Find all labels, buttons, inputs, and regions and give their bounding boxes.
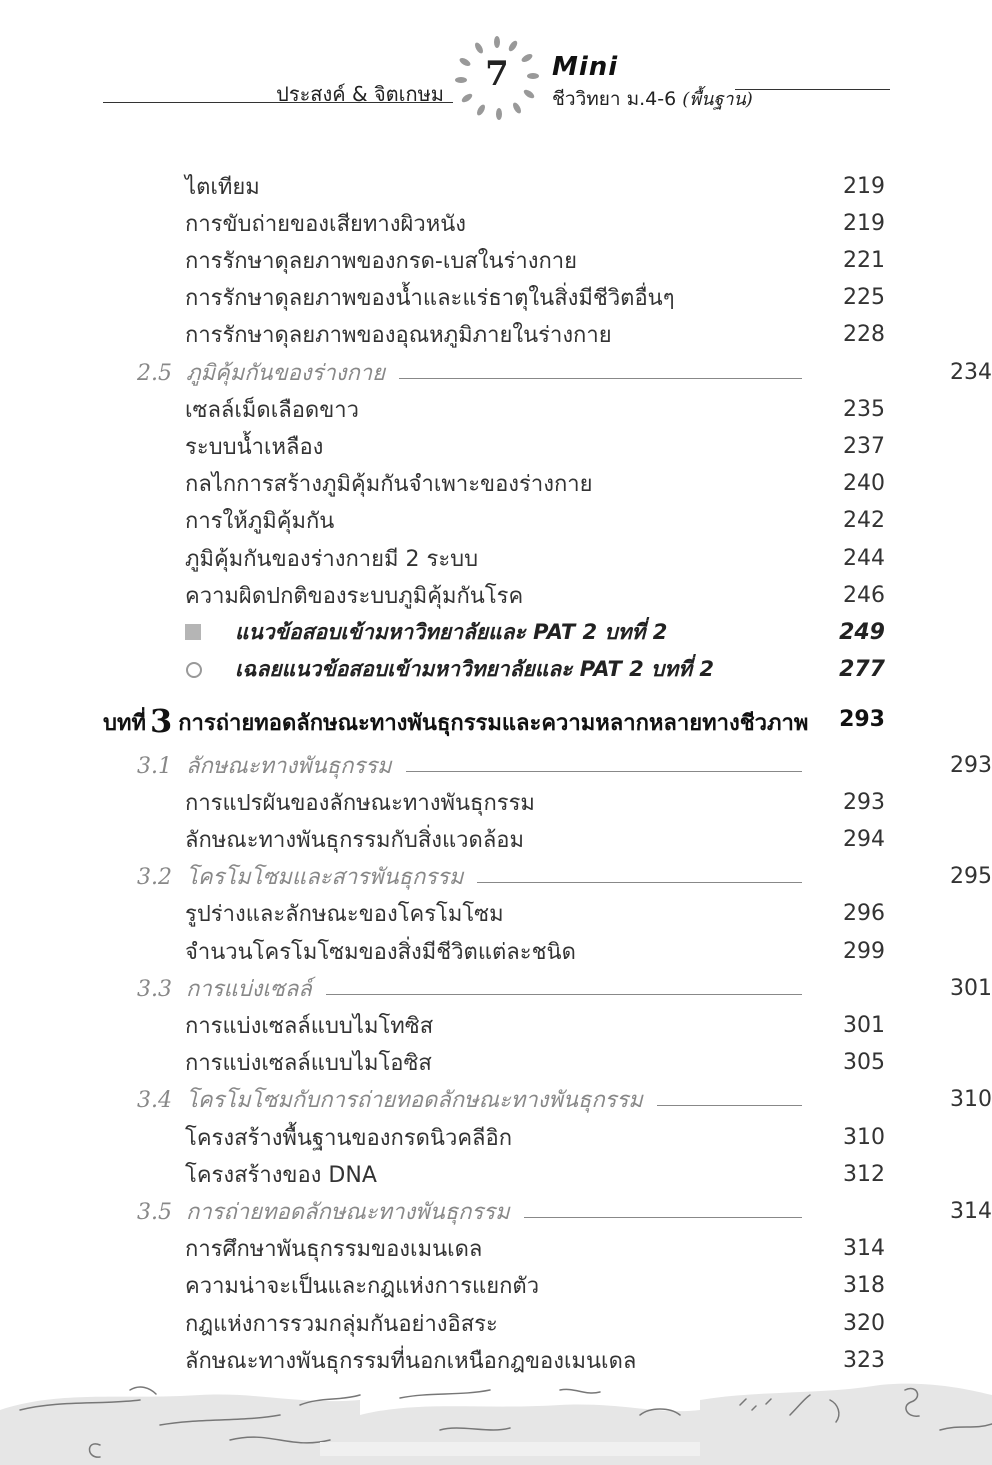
toc-entry [185, 1008, 992, 1042]
toc-entry-title: ระบบน้ำเหลือง [185, 434, 324, 460]
toc-entry-title: การรักษาดุลยภาพของอุณหภูมิภายในร่างกาย [185, 323, 612, 349]
toc-entry [185, 504, 992, 538]
toc-entry-title: การให้ภูมิคุ้มกัน [185, 509, 335, 535]
toc-chapter-title: การถ่ายทอดลักษณะทางพันธุกรรมและความหลากหลายทางชีวภาพ [178, 710, 809, 736]
toc-page-number: 234 [950, 359, 992, 385]
toc-exam-title: แนวข้อสอบเข้ามหาวิทยาลัยและ PAT 2 บทที่ 2 [235, 619, 668, 644]
toc-entry [185, 785, 992, 819]
toc-section-number: 3.3 [137, 976, 172, 1002]
toc-page-number: 296 [843, 901, 885, 927]
toc-entry [185, 392, 992, 426]
toc-entry-title: ไตเทียม [185, 174, 260, 200]
toc-section [137, 1083, 992, 1117]
toc-chapter-number: 3 [149, 701, 173, 740]
toc-entry-title: การแปรผันของลักษณะทางพันธุกรรม [185, 790, 535, 816]
toc-page-number: 240 [843, 471, 885, 497]
header-authors: ประสงค์ & จิตเกษม [276, 82, 444, 106]
toc-page-number: 314 [950, 1198, 992, 1224]
toc-entry-title: ความน่าจะเป็นและกฎแห่งการแยกตัว [185, 1274, 540, 1300]
toc-entry-title: การรักษาดุลยภาพของกรด-เบสในร่างกาย [185, 248, 578, 274]
toc-entry [185, 897, 992, 931]
toc-page-number: 242 [843, 508, 885, 534]
toc-exam-entry [0, 653, 992, 687]
toc-section-heading [137, 859, 463, 894]
toc-entry [185, 822, 992, 856]
toc-section-heading [137, 1082, 643, 1117]
toc-section-heading [137, 971, 312, 1006]
toc-page-number: 294 [843, 826, 885, 852]
toc-section-heading [137, 355, 385, 390]
toc-section-title: การถ่ายทอดลักษณะทางพันธุกรรม [186, 1199, 510, 1225]
page-number: 7 [485, 54, 509, 94]
toc-leader-rule [477, 882, 802, 883]
toc-section-number: 3.1 [137, 753, 172, 779]
toc-section-number: 3.4 [137, 1088, 172, 1114]
toc-leader-rule [406, 771, 802, 772]
toc-leader-rule [524, 1217, 802, 1218]
toc-entry-title: เซลล์เม็ดเลือดขาว [185, 397, 359, 423]
toc-page-number: 318 [843, 1273, 885, 1299]
toc-page-number: 323 [843, 1347, 885, 1373]
toc-section-title: การแบ่งเซลล์ [186, 976, 312, 1002]
toc-entry [185, 281, 992, 315]
toc-page-number: 314 [843, 1236, 885, 1262]
toc-entry-title: ความผิดปกติของระบบภูมิคุ้มกันโรค [185, 583, 524, 609]
series-logo: Mini [552, 52, 619, 82]
toc-entry-title: การขับถ่ายของเสียทางผิวหนัง [185, 211, 467, 237]
toc-section-number: 2.5 [137, 360, 172, 386]
toc-section [137, 1194, 992, 1228]
toc-entry [185, 1120, 992, 1154]
toc-entry [185, 429, 992, 463]
toc-entry [185, 467, 992, 501]
toc-entry-title: ลักษณะทางพันธุกรรมที่นอกเหนือกฎของเมนเดล [185, 1348, 637, 1374]
toc-page-number: 301 [950, 975, 992, 1001]
toc-page-number: 235 [843, 396, 885, 422]
toc-section-number: 3.2 [137, 865, 172, 891]
toc-chapter [103, 701, 992, 740]
toc-entry [185, 1269, 992, 1303]
toc-chapter-prefix: บทที่ [103, 710, 146, 736]
toc-page-number: 249 [839, 619, 885, 645]
toc-page-number: 301 [843, 1012, 885, 1038]
toc-page-number: 312 [843, 1161, 885, 1187]
toc-page-number: 237 [843, 433, 885, 459]
toc-entry-title: การแบ่งเซลล์แบบไมโทซิส [185, 1013, 434, 1039]
toc-entry-title: การรักษาดุลยภาพของน้ำและแร่ธาตุในสิ่งมีชีวิตอื่นๆ [185, 286, 675, 312]
toc-page-number: 219 [843, 173, 885, 199]
circle-bullet-icon [186, 662, 202, 678]
toc-leader-rule [326, 994, 802, 995]
toc-section-title: โครโมโซมกับการถ่ายทอดลักษณะทางพันธุกรรม [186, 1088, 643, 1114]
toc-page-number: 277 [839, 657, 885, 683]
toc-section-number: 3.5 [137, 1199, 172, 1225]
toc-entry-title: จำนวนโครโมโซมของสิ่งมีชีวิตแต่ละชนิด [185, 939, 576, 965]
toc-entry [185, 169, 992, 203]
toc-entry-title: การแบ่งเซลล์แบบไมโอซิส [185, 1051, 432, 1077]
toc-page-number: 244 [843, 545, 885, 571]
toc-leader-rule [657, 1105, 802, 1106]
toc-page-number: 310 [950, 1087, 992, 1113]
toc-page-number: 225 [843, 285, 885, 311]
toc-entry-title: โครงสร้างพื้นฐานของกรดนิวคลีอิก [185, 1125, 513, 1151]
toc-section-title: โครโมโซมและสารพันธุกรรม [186, 865, 464, 891]
toc-exam-entry [0, 615, 992, 649]
toc-section [137, 748, 992, 782]
toc-exam-title: เฉลยแนวข้อสอบเข้ามหาวิทยาลัยและ PAT 2 บทที่ 2 [235, 657, 714, 682]
toc-entry [185, 243, 992, 277]
toc-entry [185, 541, 992, 575]
toc-entry [185, 318, 992, 352]
toc-entry [185, 1306, 992, 1340]
toc-page-number: 221 [843, 247, 885, 273]
toc-page-number: 310 [843, 1124, 885, 1150]
toc-section [137, 971, 992, 1005]
toc-entry [185, 1046, 992, 1080]
toc-page-number: 305 [843, 1050, 885, 1076]
toc-page-number: 293 [950, 752, 992, 778]
square-bullet-icon [185, 624, 201, 640]
toc-section [137, 860, 992, 894]
toc-entry [185, 1157, 992, 1191]
toc-section-heading [137, 748, 392, 783]
footer-landscape-decoration [0, 1370, 992, 1465]
toc-entry-title: ภูมิคุ้มกันของร่างกายมี 2 ระบบ [185, 546, 479, 572]
toc-section-heading [137, 1194, 510, 1229]
toc-entry-title: โครงสร้างของ DNA [185, 1162, 377, 1188]
toc-entry [185, 1232, 992, 1266]
toc-entry-title: การศึกษาพันธุกรรมของเมนเดล [185, 1237, 483, 1263]
toc-page-number: 219 [843, 210, 885, 236]
toc-entry-title: กลไกการสร้างภูมิคุ้มกันจำเพาะของร่างกาย [185, 472, 593, 498]
toc-page-number: 320 [843, 1310, 885, 1336]
toc-section [137, 355, 992, 389]
toc-page-number: 295 [950, 864, 992, 890]
toc-page-number: 293 [839, 707, 885, 733]
toc-section-title: ลักษณะทางพันธุกรรม [186, 753, 392, 779]
toc-page-number: 246 [843, 582, 885, 608]
toc-entry [185, 206, 992, 240]
toc-leader-rule [399, 378, 802, 379]
toc-entry [185, 934, 992, 968]
toc-entry-title: กฎแห่งการรวมกลุ่มกันอย่างอิสระ [185, 1311, 498, 1337]
toc-page-number: 299 [843, 938, 885, 964]
toc-page-number: 228 [843, 322, 885, 348]
subtitle-note: (พื้นฐาน) [682, 89, 753, 110]
toc-page-number: 293 [843, 789, 885, 815]
toc-entry-title: ลักษณะทางพันธุกรรมกับสิ่งแวดล้อม [185, 827, 525, 853]
toc-section-title: ภูมิคุ้มกันของร่างกาย [186, 360, 386, 386]
toc-entry [185, 578, 992, 612]
toc-entry-title: รูปร่างและลักษณะของโครโมโซม [185, 902, 504, 928]
toc-chapter-heading [103, 700, 808, 740]
subtitle-main: ชีววิทยา ม.4-6 [552, 88, 677, 110]
